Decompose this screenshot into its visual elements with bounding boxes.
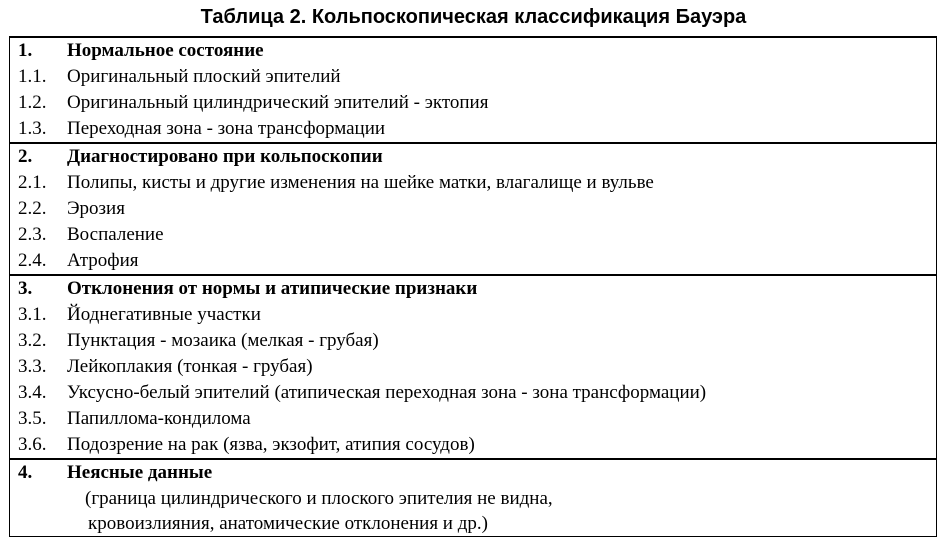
section-number: 2. (18, 146, 33, 167)
item-number: 2.2. (18, 198, 47, 219)
item-text: Эрозия (67, 198, 125, 219)
table-title: Таблица 2. Кольпоскопическая классификация Бауэра (200, 6, 747, 28)
section-header (10, 144, 936, 170)
item-number: 2.3. (18, 224, 47, 245)
table-row (10, 90, 936, 116)
item-number: 2.4. (18, 250, 47, 271)
item-text: Воспаление (67, 224, 164, 245)
item-number: 3.5. (18, 408, 47, 429)
section-header (10, 460, 936, 486)
item-text: Папиллома-кондилома (67, 408, 251, 429)
item-number: 1.3. (18, 118, 47, 139)
item-text: Оригинальный плоский эпителий (67, 66, 341, 87)
section-label: Диагностировано при кольпоскопии (67, 146, 383, 167)
section-number: 1. (18, 40, 33, 61)
section-number: 4. (18, 462, 33, 483)
item-text: Лейкоплакия (тонкая - грубая) (67, 356, 313, 377)
section-note-line: (граница цилиндрического и плоского эпителия не видна, (85, 488, 553, 509)
item-number: 1.1. (18, 66, 47, 87)
item-text: Атрофия (67, 250, 139, 271)
section-normal (10, 38, 936, 144)
table-row (10, 380, 936, 406)
table-row (10, 406, 936, 432)
table-row (10, 328, 936, 354)
section-header (10, 38, 936, 64)
item-number: 3.4. (18, 382, 47, 403)
item-number: 1.2. (18, 92, 47, 113)
section-diagnosed (10, 144, 936, 276)
item-text: Полипы, кисты и другие изменения на шейке матки, влагалище и вульве (67, 172, 654, 193)
table-row (10, 64, 936, 90)
section-unclear (10, 460, 936, 537)
section-number: 3. (18, 278, 33, 299)
item-text: Йоднегативные участки (67, 304, 261, 325)
section-abnormal (10, 276, 936, 460)
table-row (10, 170, 936, 196)
item-number: 3.2. (18, 330, 47, 351)
item-number: 2.1. (18, 172, 47, 193)
item-number: 3.6. (18, 434, 47, 455)
item-text: Подозрение на рак (язва, экзофит, атипия сосудов) (67, 434, 475, 455)
table-row (10, 302, 936, 328)
item-text: Уксусно-белый эпителий (атипическая переходная зона - зона трансформации) (67, 382, 707, 403)
item-text: Переходная зона - зона трансформации (67, 118, 386, 139)
table-row (10, 354, 936, 380)
section-label: Нормальное состояние (67, 40, 264, 61)
table-row (10, 116, 936, 142)
section-label: Неясные данные (67, 462, 213, 483)
section-label: Отклонения от нормы и атипические признаки (67, 278, 478, 299)
table-row (10, 222, 936, 248)
section-header (10, 276, 936, 302)
item-text: Оригинальный цилиндрический эпителий - эктопия (67, 92, 489, 113)
table-row (10, 248, 936, 274)
classification-table (9, 36, 937, 537)
table-row (10, 432, 936, 458)
table-row (10, 196, 936, 222)
item-text: Пунктация - мозаика (мелкая - грубая) (67, 330, 379, 351)
section-note-line: кровоизлияния, анатомические отклонения и др.) (88, 513, 488, 534)
item-number: 3.1. (18, 304, 47, 325)
item-number: 3.3. (18, 356, 47, 377)
